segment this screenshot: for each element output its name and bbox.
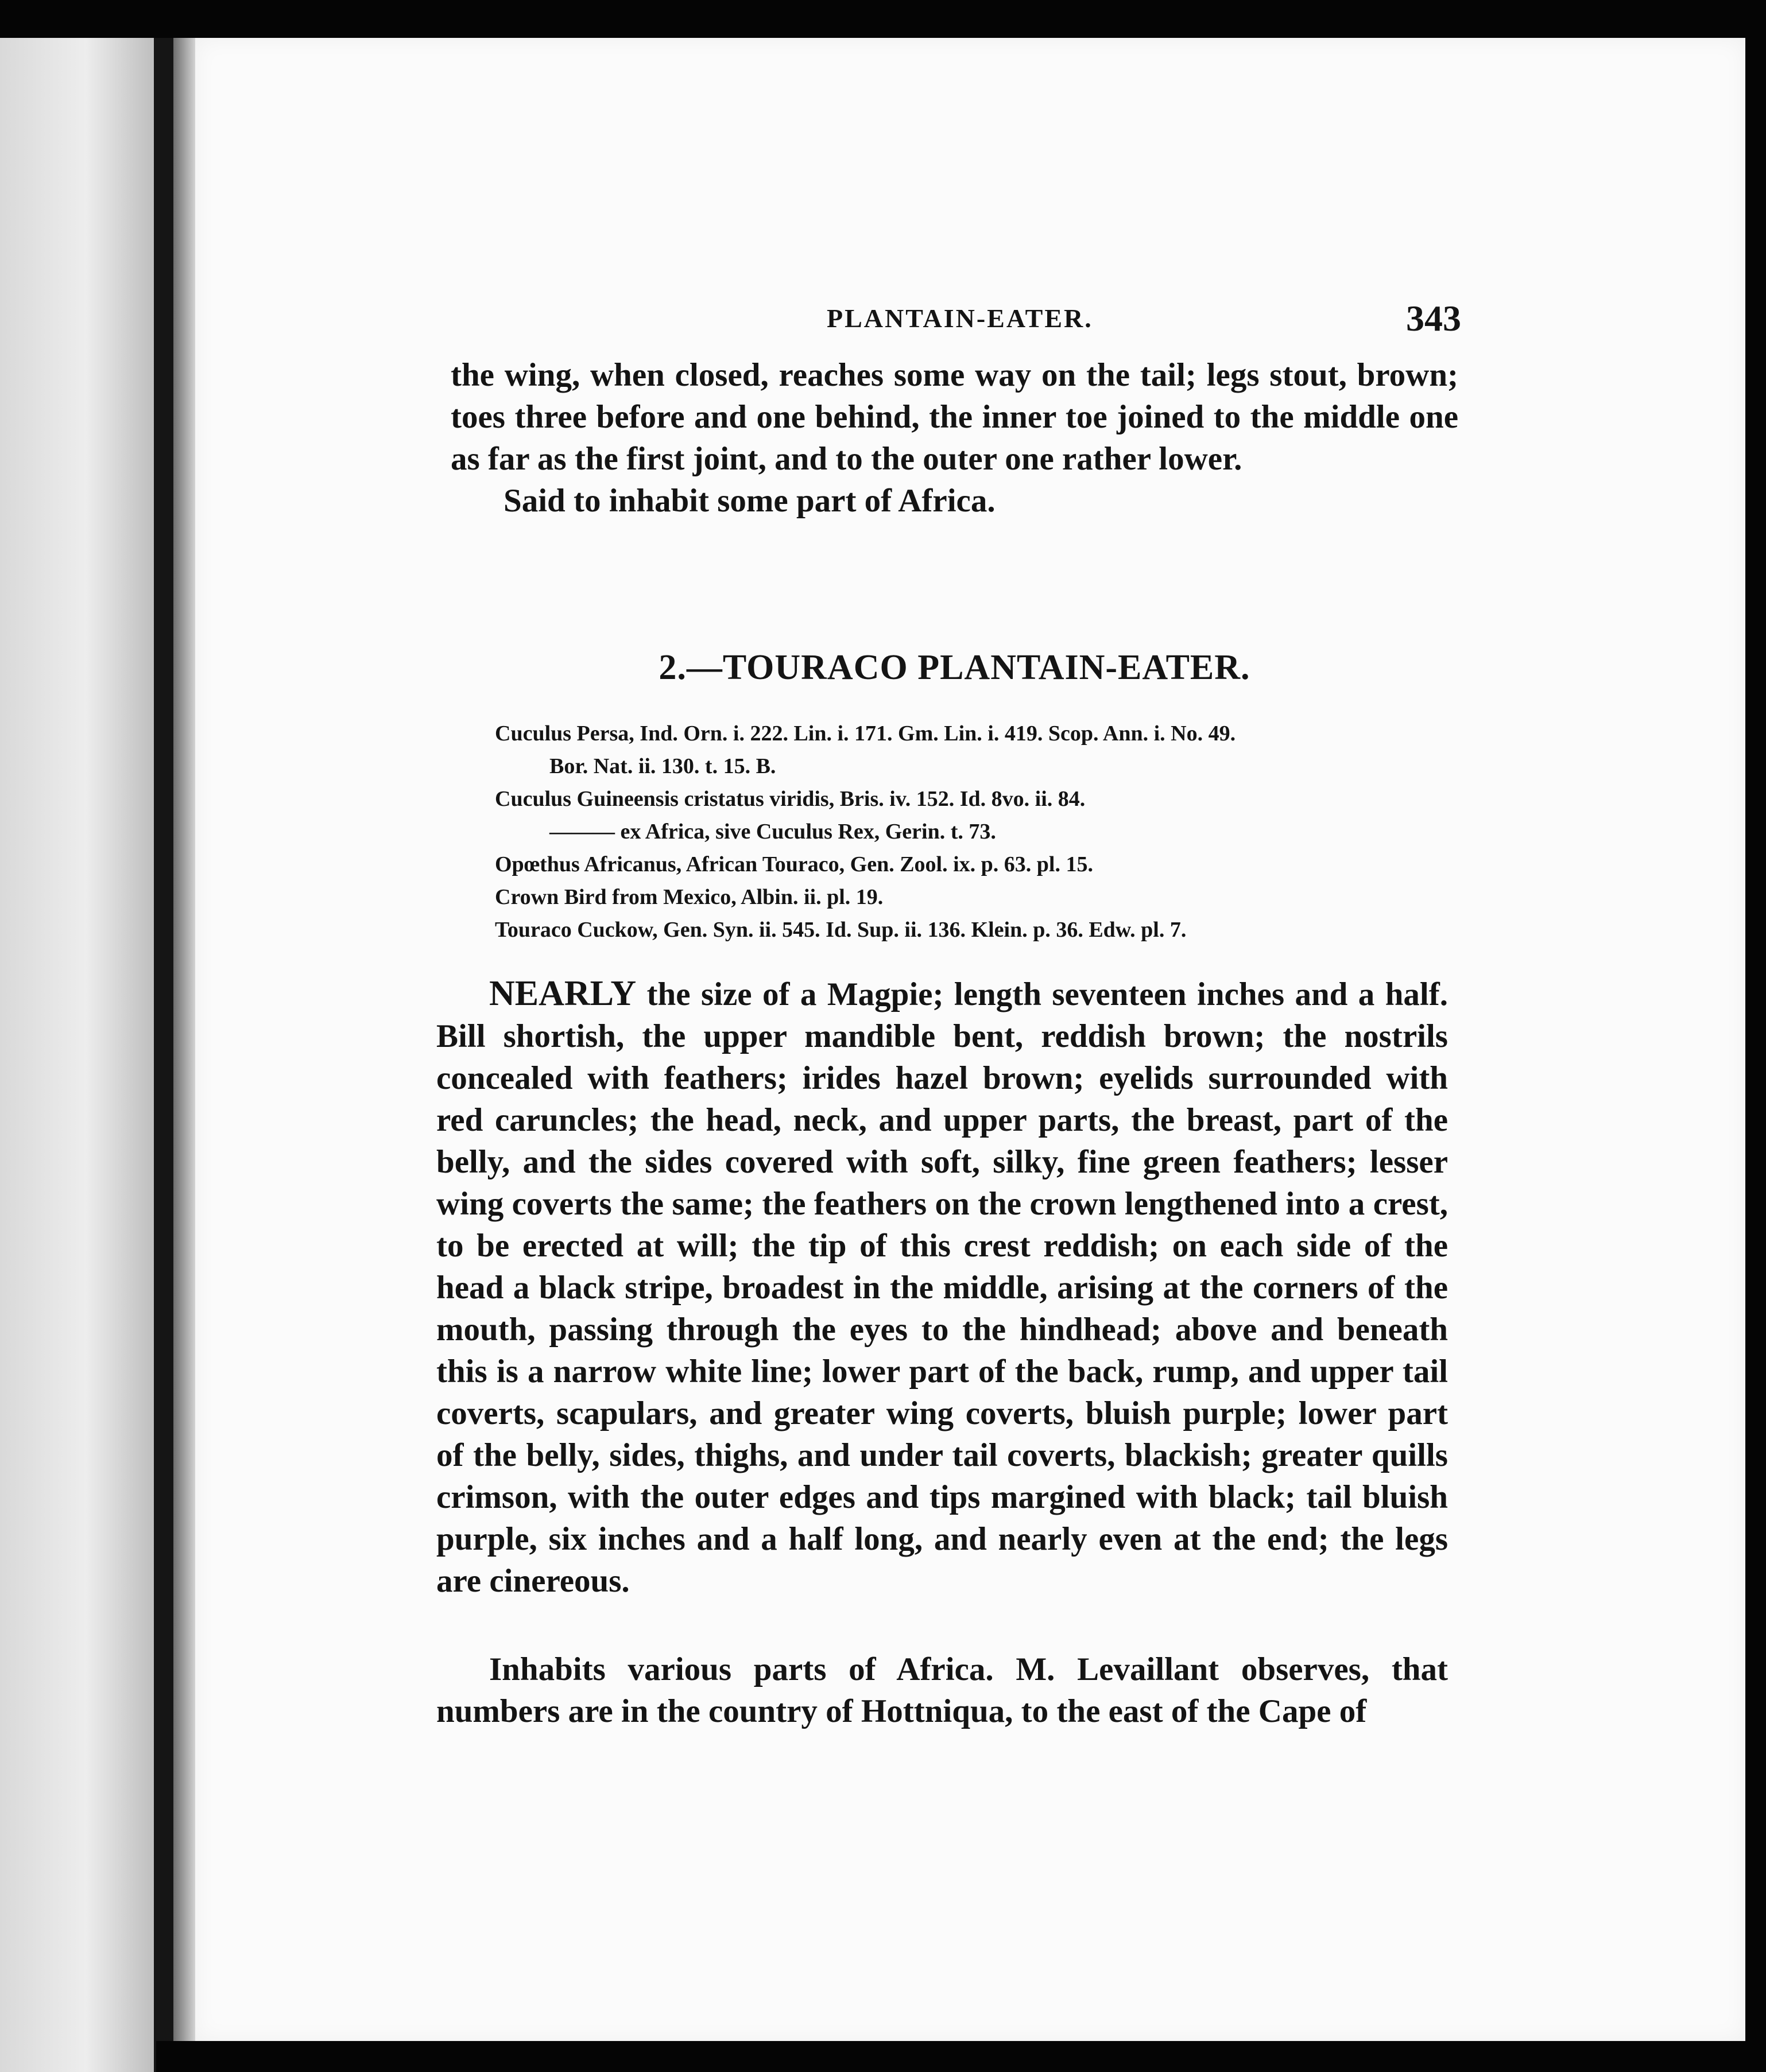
book-gutter [154, 38, 173, 2072]
scan-right-border [1745, 38, 1766, 2072]
continuation-text: the wing, when closed, reaches some way on the tail; legs stout, brown; toes three before and one behind, the inner toe joined to the middle one as far as the first joint, and to the outer one rather lower. [451, 357, 1458, 477]
page-header [827, 297, 1461, 343]
page-edge-shadow [173, 38, 196, 2072]
running-head: PLANTAIN-EATER. [827, 304, 1093, 333]
lead-word: NEARLY [489, 974, 637, 1013]
synonymy-line: Cuculus Guineensis cristatus viridis, Bris. iv. 152. Id. 8vo. ii. 84. [495, 787, 1086, 811]
description-paragraph [436, 973, 1448, 1602]
description-text: the size of a Magpie; length seventeen inches and a half. Bill shortish, the upper mandible bent, reddish brown; the nostrils concealed with feathers; irides hazel brown; eyelids surrounded with red caruncles; the head, neck, and upper parts, the breast, part of the belly, and the sides covered with soft, silky, fine green feathers; lesser wing coverts the same; the feathers on the crown lengthened into a crest, to be erected at will; the tip of this crest reddish; on each side of the head a black stripe, broadest in the middle, arising at the corners of the mouth, passing through the eyes to the hindhead; above and beneath this is a narrow white line; lower part of the back, rump, and upper tail coverts, scapulars, and greater wing coverts, bluish purple; lower part of the belly, sides, thighs, and under tail coverts, blackish; greater quills crimson, with the outer edges and tips margined with black; tail bluish purple, six inches and a half long, and nearly even at the end; the legs are cinereous. [436, 976, 1448, 1599]
scan-bottom-border [156, 2041, 1766, 2072]
synonymy-line: ——— ex Africa, sive Cuculus Rex, Gerin. t. 73. [549, 820, 996, 844]
synonymy-line: Bor. Nat. ii. 130. t. 15. B. [549, 754, 776, 778]
synonymy-line: Cuculus Persa, Ind. Orn. i. 222. Lin. i. 171. Gm. Lin. i. 419. Scop. Ann. i. No. 49. [495, 721, 1236, 746]
synonymy-line: Crown Bird from Mexico, Albin. ii. pl. 19. [495, 885, 884, 909]
facing-page-margin [0, 38, 156, 2072]
synonymy-list [495, 717, 1448, 946]
synonymy-line: Opœthus Africanus, African Touraco, Gen. Zool. ix. p. 63. pl. 15. [495, 852, 1093, 876]
continuation-paragraph [451, 354, 1458, 522]
section-title: 2.—TOURACO PLANTAIN-EATER. [659, 648, 1250, 687]
synonymy-line: Touraco Cuckow, Gen. Syn. ii. 545. Id. Sup. ii. 136. Klein. p. 36. Edw. pl. 7. [495, 918, 1187, 942]
habitat-paragraph: Inhabits various parts of Africa. M. Levaillant observes, that numbers are in the country of Hottniqua, to the east of the Cape of [436, 1651, 1448, 1729]
scan-top-border [0, 0, 1766, 38]
page-number: 343 [1406, 298, 1461, 339]
continuation-note: Said to inhabit some part of Africa. [504, 483, 996, 519]
